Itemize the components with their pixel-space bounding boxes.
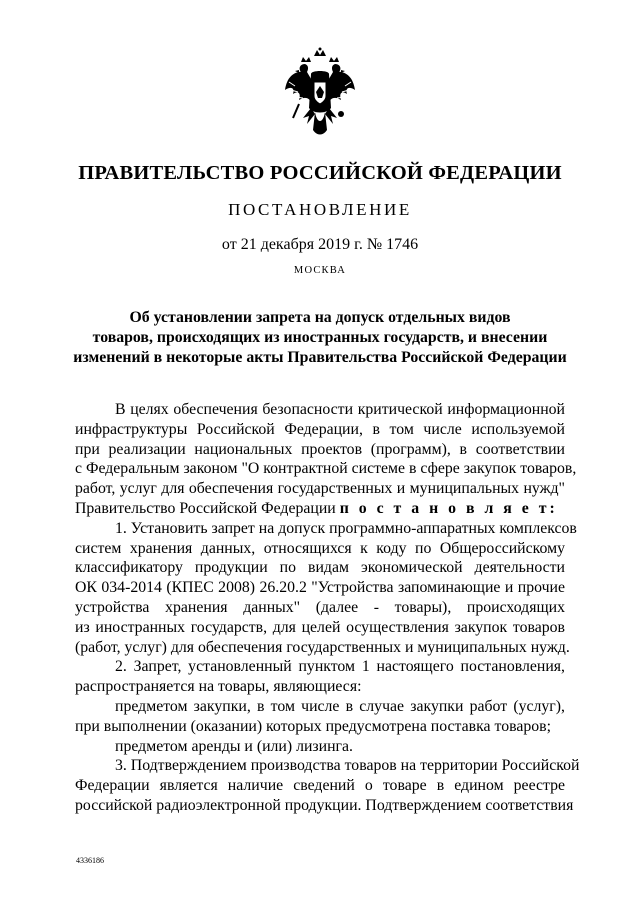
document-title — [70, 308, 570, 368]
body-line: предметом аренды и (или) лизинга. — [115, 737, 354, 755]
body-line: при реализации национальных проектов (программ), в соответствии — [75, 440, 565, 458]
body-line: 1. Установить запрет на допуск программно-аппаратных комплексов — [115, 519, 577, 537]
body-line: Федерации является наличие сведений о товаре в едином реестре — [75, 777, 565, 795]
resolves-word: п о с т а н о в л я е т: — [339, 499, 558, 517]
body-line-text: Правительство Российской Федерации — [75, 499, 336, 517]
document-body — [75, 400, 580, 816]
body-line: (работ, услуг) для обеспечения государственных и муниципальных нужд. — [75, 638, 570, 656]
government-heading: ПРАВИТЕЛЬСТВО РОССИЙСКОЙ ФЕДЕРАЦИИ — [78, 162, 562, 184]
body-line — [75, 499, 565, 519]
body-line: работ, услуг для обеспечения государственных и муниципальных нужд" — [75, 480, 565, 498]
title-line: изменений в некоторые акты Правительства Российской Федерации — [73, 349, 567, 366]
document-type: ПОСТАНОВЛЕНИЕ — [228, 200, 412, 219]
body-line: российской радиоэлектронной продукции. Подтверждением соответствия — [75, 796, 574, 814]
body-line: при выполнении (оказании) которых предусмотрена поставка товаров; — [75, 717, 552, 735]
document-code: 4336186 — [76, 856, 104, 865]
date-and-number: от 21 декабря 2019 г. № 1746 — [221, 236, 419, 253]
title-line: товаров, происходящих из иностранных государств, и внесении — [92, 329, 548, 346]
title-line: Об установлении запрета на допуск отдельных видов — [129, 309, 511, 326]
city-label: МОСКВА — [293, 265, 347, 276]
body-line: классификатору продукции по видам экономической деятельности — [75, 559, 565, 577]
russian-coat-of-arms-emblem — [281, 46, 359, 142]
body-line: 2. Запрет, установленный пунктом 1 настоящего постановления, — [115, 658, 565, 676]
body-line: из иностранных государств, для целей осуществления закупок товаров — [75, 618, 565, 636]
body-line: В целях обеспечения безопасности критической информационной — [115, 401, 565, 418]
body-line: 3. Подтверждением производства товаров на территории Российской — [115, 757, 580, 775]
body-line: устройства хранения данных" (далее - товары), происходящих — [75, 598, 565, 616]
body-line: систем хранения данных, относящихся к коду по Общероссийскому — [75, 539, 565, 557]
body-line: с Федеральным законом "О контрактной системе в сфере закупок товаров, — [75, 460, 577, 478]
body-line: ОК 034-2014 (КПЕС 2008) 26.20.2 "Устройства запоминающие и прочие — [75, 579, 565, 597]
body-line: предметом закупки, в том числе в случае закупки работ (услуг), — [115, 697, 565, 715]
body-line: распространяется на товары, являющиеся: — [75, 678, 362, 696]
body-line: инфраструктуры Российской Федерации, в том числе используемой — [75, 420, 565, 438]
